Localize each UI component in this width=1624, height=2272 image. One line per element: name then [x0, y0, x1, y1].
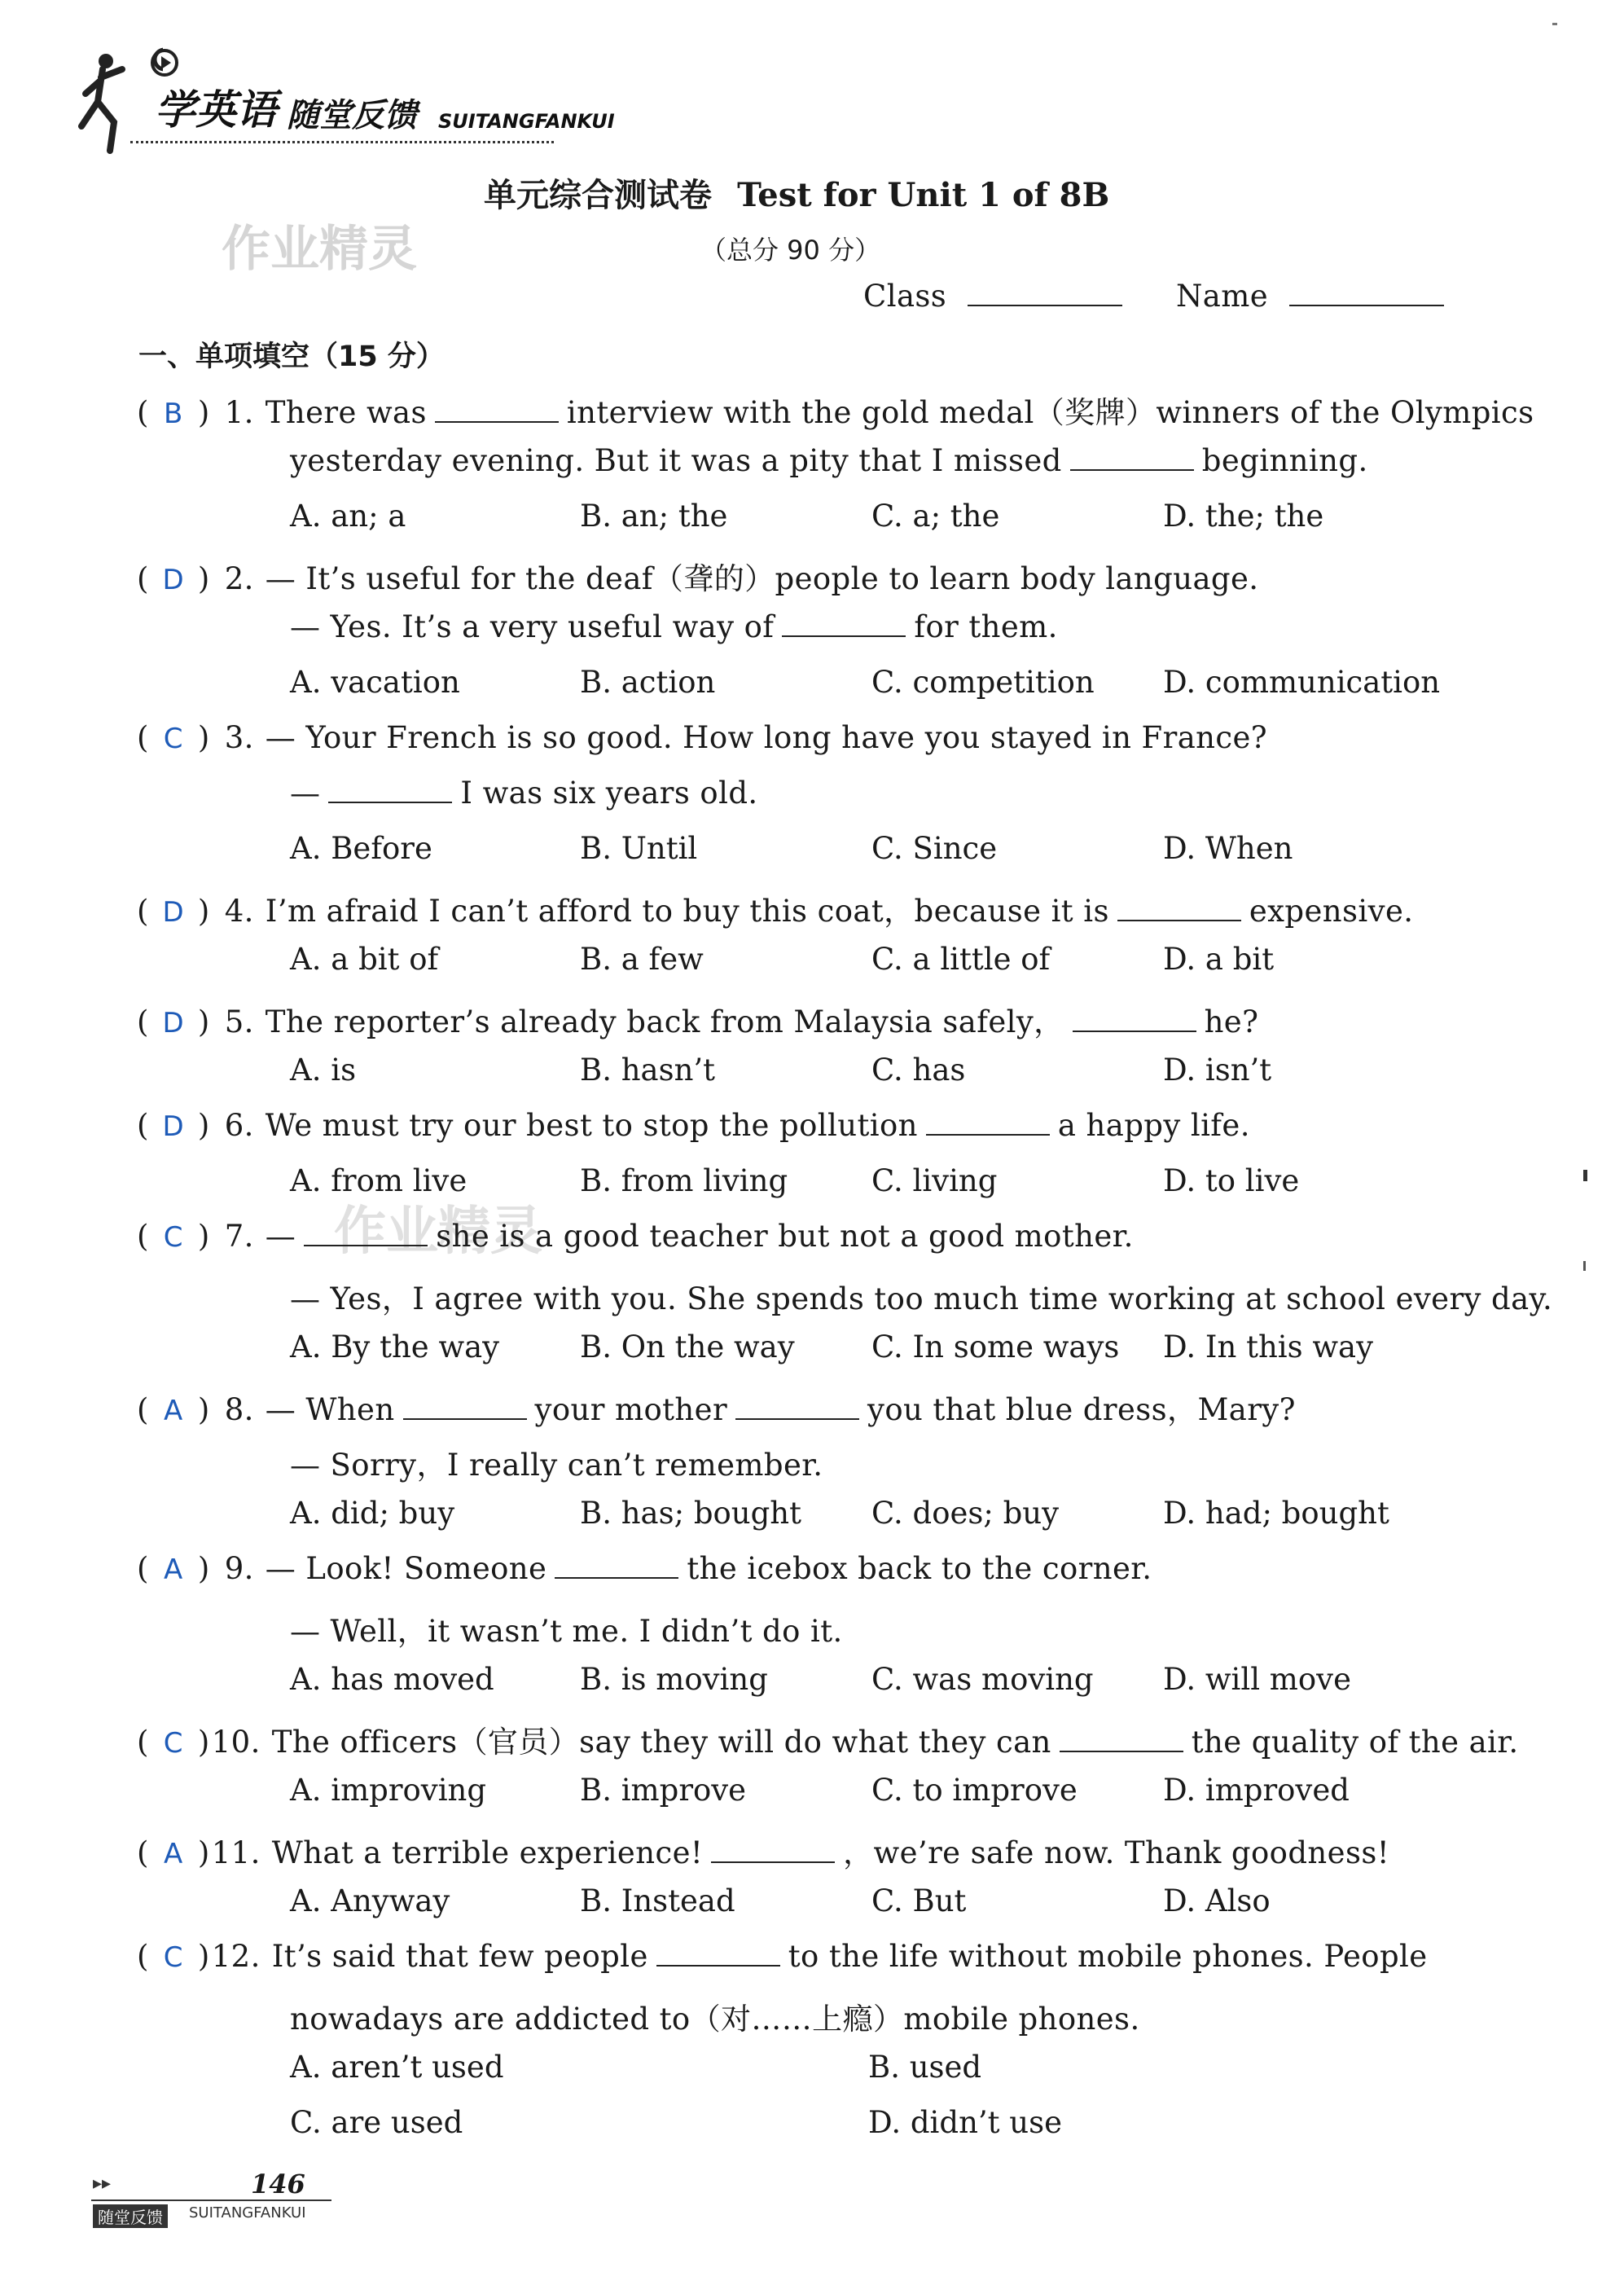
answer-mark: A [164, 1838, 183, 1870]
play-icon [148, 46, 181, 79]
class-blank[interactable] [968, 280, 1122, 306]
question-line [137, 997, 1258, 1041]
question-text: The officers（官员）say they will do what they can [271, 1725, 1051, 1760]
question-text: What a terrible experience! [271, 1835, 704, 1870]
answer-blank[interactable] [735, 1394, 859, 1420]
paren-open: ( [137, 1725, 149, 1760]
option-c[interactable]: C. living [871, 1163, 998, 1198]
question-text: — [265, 1219, 296, 1254]
option-c[interactable]: C. But [871, 1883, 967, 1918]
question-text: a happy life. [1057, 1108, 1250, 1143]
question-text: — When [265, 1392, 395, 1427]
question-line [137, 1717, 1518, 1761]
header-logo [73, 45, 643, 159]
option-a[interactable]: A. By the way [290, 1329, 500, 1365]
option-c[interactable]: C. In some ways [871, 1329, 1120, 1365]
class-label: Class [863, 279, 947, 314]
question-text: There was [265, 395, 427, 430]
question-text: yesterday evening. But it was a pity that I missed [290, 443, 1062, 478]
option-c[interactable]: C. a little of [871, 942, 1051, 977]
question-text: It’s said that few people [271, 1939, 648, 1974]
option-c[interactable]: C. competition [871, 665, 1095, 700]
question-number: 3. [224, 720, 254, 755]
logo-sub: 随堂反馈 [287, 97, 417, 134]
option-c[interactable]: C. to improve [871, 1773, 1078, 1808]
question-line [137, 720, 1267, 755]
answer-mark: D [162, 1110, 185, 1143]
option-c[interactable]: C. was moving [871, 1662, 1094, 1697]
paren-close: ) [197, 1725, 210, 1760]
name-blank[interactable] [1289, 280, 1444, 306]
option-b[interactable]: B. Instead [580, 1883, 735, 1918]
question-line [137, 554, 1258, 598]
answer-mark: C [163, 1221, 183, 1254]
question-number: 4. [224, 894, 254, 929]
answer-blank[interactable] [328, 777, 452, 803]
option-d[interactable]: D. communication [1163, 665, 1441, 700]
paren-open: ( [137, 1835, 149, 1870]
footer-label: 随堂反馈 [93, 2204, 168, 2228]
answer-blank[interactable] [1060, 1726, 1183, 1752]
question-text: I’m afraid I can’t afford to buy this coat，because it is [265, 894, 1109, 929]
paren-open: ( [137, 395, 149, 430]
question-line [290, 609, 1058, 644]
option-c[interactable]: C. does; buy [871, 1496, 1060, 1531]
answer-mark: C [163, 723, 183, 755]
option-b[interactable]: B. used [868, 2050, 982, 2085]
paren-open: ( [137, 1551, 149, 1586]
option-d[interactable]: D. to live [1163, 1163, 1300, 1198]
paren-close: ) [197, 1835, 210, 1870]
question-line [137, 388, 1534, 432]
question-line [137, 1828, 1389, 1872]
option-c[interactable]: C. Since [871, 831, 998, 866]
question-number: 6. [224, 1108, 254, 1143]
name-label: Name [1176, 279, 1269, 314]
paren-close: ) [197, 1004, 210, 1039]
question-number: 7. [224, 1219, 254, 1254]
answer-blank[interactable] [555, 1553, 678, 1579]
option-b[interactable]: B. improve [580, 1773, 747, 1808]
option-d[interactable]: D. the; the [1163, 499, 1324, 534]
question-number: 1. [224, 395, 254, 430]
question-text: your mother [534, 1392, 728, 1427]
paren-close: ) [197, 561, 210, 596]
question-number: 8. [224, 1392, 254, 1427]
option-d[interactable]: D. a bit [1163, 942, 1275, 977]
option-b[interactable]: B. has; bought [580, 1496, 801, 1531]
margin-mark [1583, 1170, 1587, 1181]
option-d[interactable]: D. isn’t [1163, 1053, 1272, 1088]
option-a[interactable]: A. Before [290, 831, 432, 866]
question-text: — Look! Someone [265, 1551, 547, 1586]
option-c[interactable]: C. a; the [871, 499, 1000, 534]
option-d[interactable]: D. Also [1163, 1883, 1271, 1918]
option-b[interactable]: B. a few [580, 942, 704, 977]
paren-close: ) [197, 1219, 210, 1254]
option-a[interactable]: A. has moved [290, 1662, 494, 1697]
total-score: （总分 90 分） [700, 235, 881, 266]
question-text: for them. [914, 609, 1058, 644]
paren-open: ( [137, 720, 149, 755]
option-a[interactable]: A. from live [290, 1163, 467, 1198]
option-a[interactable]: A. an; a [290, 499, 406, 534]
class-field [863, 279, 1130, 314]
answer-blank[interactable] [1073, 1006, 1196, 1032]
answer-blank[interactable] [656, 1940, 780, 1967]
margin-mark [1552, 23, 1557, 25]
question-number: 12. [211, 1939, 261, 1974]
option-b[interactable]: B. is moving [580, 1662, 768, 1697]
paren-open: ( [137, 1392, 149, 1427]
paren-open: ( [137, 1219, 149, 1254]
question-text: — Yes，I agree with you. She spends too much time working at school every day. [290, 1281, 1553, 1316]
title-en: Test for Unit 1 of 8B [737, 176, 1110, 214]
question-text: — Well，it wasn’t me. I didn’t do it. [290, 1614, 843, 1649]
question-text: he? [1204, 1004, 1259, 1039]
question-text: We must try our best to stop the pollution [265, 1108, 918, 1143]
answer-mark: D [162, 896, 185, 929]
question-text: interview with the gold medal（奖牌）winners of the Olympics [566, 395, 1534, 430]
question-text: expensive. [1249, 894, 1414, 929]
question-line [137, 1551, 1152, 1586]
watermark-top: 作业精灵 [222, 221, 417, 278]
option-a[interactable]: A. a bit of [290, 942, 439, 977]
paren-close: ) [197, 1551, 210, 1586]
footer [91, 2151, 336, 2227]
option-a[interactable]: A. aren’t used [290, 2050, 504, 2085]
question-number: 5. [224, 1004, 254, 1039]
logo-dotted-line [130, 141, 554, 143]
question-text: ，we’re safe now. Thank goodness! [843, 1835, 1389, 1870]
option-d[interactable]: D. improved [1163, 1773, 1350, 1808]
footer-rule [91, 2199, 331, 2201]
watermark-middle: 作业精灵 [334, 1202, 542, 1262]
option-b[interactable]: B. from living [580, 1163, 788, 1198]
question-text: — Sorry，I really can’t remember. [290, 1448, 823, 1483]
question-text: The reporter’s already back from Malaysia safely， [265, 1004, 1064, 1039]
option-b[interactable]: B. On the way [580, 1329, 795, 1365]
paren-close: ) [197, 720, 210, 755]
option-a[interactable]: A. is [290, 1053, 357, 1088]
question-line [290, 1274, 1552, 1318]
option-c[interactable]: C. are used [290, 2105, 463, 2140]
question-number: 10. [211, 1725, 261, 1760]
answer-mark: D [162, 564, 185, 596]
option-b[interactable]: B. hasn’t [580, 1053, 716, 1088]
option-a[interactable]: A. did; buy [290, 1496, 455, 1531]
answer-mark: A [164, 1553, 183, 1586]
section-heading: 一、单项填空（15 分） [138, 341, 445, 373]
question-text: — Yes. It’s a very useful way of [290, 609, 775, 644]
title-cn: 单元综合测试卷 [484, 177, 712, 214]
footer-label-en: SUITANGFANKUI [189, 2204, 306, 2221]
question-text: the icebox back to the corner. [687, 1551, 1152, 1586]
answer-mark: C [163, 1941, 183, 1974]
paren-open: ( [137, 894, 149, 929]
paren-open: ( [137, 1108, 149, 1143]
question-line [290, 1440, 823, 1484]
question-line [290, 443, 1368, 478]
page-number: 146 [251, 2169, 305, 2199]
option-d[interactable]: D. When [1163, 831, 1293, 866]
answer-blank[interactable] [304, 1220, 428, 1246]
option-d[interactable]: D. will move [1163, 1662, 1351, 1697]
question-line [137, 1219, 1134, 1254]
paren-close: ) [197, 1108, 210, 1143]
paren-close: ) [197, 894, 210, 929]
answer-blank[interactable] [782, 611, 906, 637]
question-line [137, 1108, 1250, 1143]
question-line [137, 1939, 1428, 1974]
paren-open: ( [137, 561, 149, 596]
page-title [484, 169, 1109, 216]
question-line [290, 1606, 843, 1650]
question-line [137, 886, 1413, 930]
option-a[interactable]: A. Anyway [290, 1883, 450, 1918]
answer-mark: C [163, 1727, 183, 1760]
answer-blank[interactable] [435, 397, 559, 423]
answer-blank[interactable] [1070, 445, 1194, 471]
double-arrow-icon: ▸▸ [93, 2173, 112, 2194]
margin-mark [1583, 1261, 1586, 1271]
question-text: — Your French is so good. How long have you stayed in France? [265, 720, 1268, 755]
question-line [290, 1994, 1140, 2038]
paren-open: ( [137, 1004, 149, 1039]
paren-close: ) [197, 1939, 210, 1974]
logo-en: SUITANGFANKUI [438, 110, 615, 133]
question-text: the quality of the air. [1191, 1725, 1519, 1760]
answer-blank[interactable] [1117, 895, 1241, 921]
question-line [290, 776, 758, 811]
question-number: 2. [224, 561, 254, 596]
logo-main: 学英语 [155, 86, 277, 134]
paren-close: ) [197, 1392, 210, 1427]
question-text: — [290, 776, 321, 811]
question-text: I was six years old. [460, 776, 758, 811]
answer-blank[interactable] [711, 1837, 835, 1863]
question-number: 9. [224, 1551, 254, 1586]
name-field [1176, 279, 1452, 314]
question-line [137, 1385, 1296, 1429]
paren-close: ) [197, 395, 210, 430]
answer-mark: D [162, 1007, 185, 1039]
option-c[interactable]: C. has [871, 1053, 966, 1088]
option-a[interactable]: A. improving [290, 1773, 487, 1808]
answer-blank[interactable] [403, 1394, 527, 1420]
answer-mark: A [164, 1395, 183, 1427]
option-b[interactable]: B. Until [580, 831, 698, 866]
option-d[interactable]: D. had; bought [1163, 1496, 1389, 1531]
answer-mark: B [163, 398, 183, 430]
question-text: you that blue dress，Mary? [867, 1392, 1296, 1427]
answer-blank[interactable] [926, 1110, 1050, 1136]
option-b[interactable]: B. an; the [580, 499, 728, 534]
option-b[interactable]: B. action [580, 665, 716, 700]
option-a[interactable]: A. vacation [290, 665, 460, 700]
option-d[interactable]: D. In this way [1163, 1329, 1373, 1365]
question-number: 11. [211, 1835, 261, 1870]
question-text: to the life without mobile phones. People [788, 1939, 1428, 1974]
paren-open: ( [137, 1939, 149, 1974]
question-text: — It’s useful for the deaf（聋的）people to learn body language. [265, 561, 1259, 596]
option-d[interactable]: D. didn’t use [868, 2105, 1063, 2140]
question-text: beginning. [1201, 443, 1368, 478]
question-text: she is a good teacher but not a good mother. [436, 1219, 1134, 1254]
question-text: nowadays are addicted to（对……上瘾）mobile phones. [290, 2002, 1140, 2037]
